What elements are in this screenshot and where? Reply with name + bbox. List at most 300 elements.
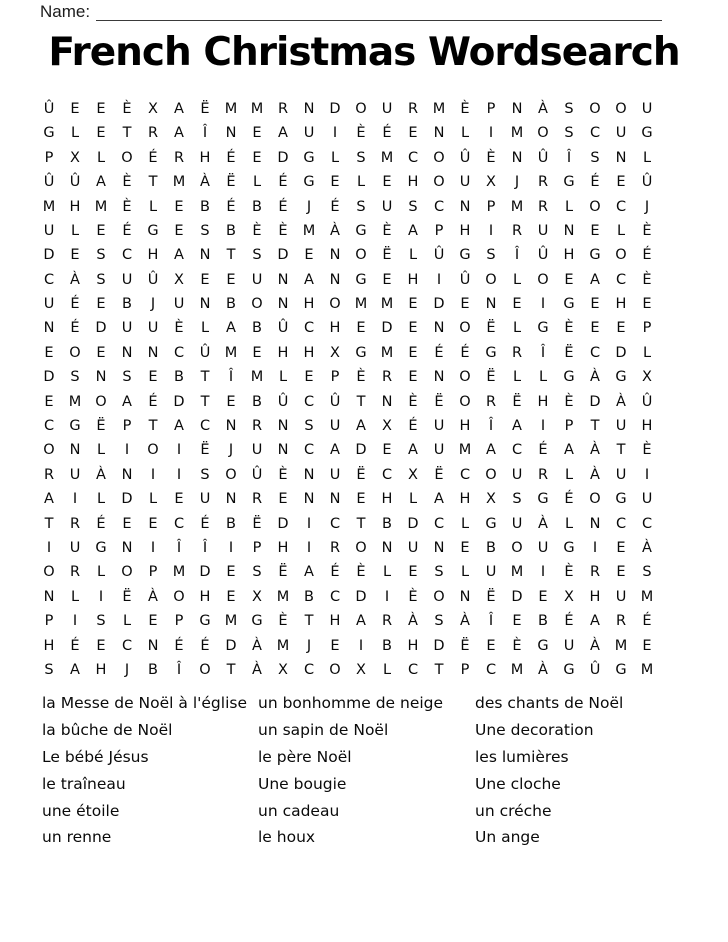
grid-cell: O xyxy=(69,344,81,361)
grid-cell: E xyxy=(174,222,184,239)
grid-cell: X xyxy=(330,344,340,361)
grid-cell: L xyxy=(460,564,470,581)
grid-cell: A xyxy=(408,442,418,459)
grid-cell: M xyxy=(510,564,524,581)
grid-cell: P xyxy=(434,222,444,239)
grid-cell: M xyxy=(224,613,238,630)
grid-cell: L xyxy=(538,369,548,386)
grid-cell: I xyxy=(306,539,312,556)
grid-cell: R xyxy=(511,344,523,361)
grid-cell: N xyxy=(69,442,81,459)
grid-cell: E xyxy=(590,222,600,239)
grid-cell: I xyxy=(488,125,494,142)
grid-cell: H xyxy=(277,344,289,361)
grid-cell: H xyxy=(615,296,627,313)
grid-cell: N xyxy=(459,588,471,605)
grid-cell: À xyxy=(590,466,600,483)
grid-cell: G xyxy=(199,613,211,630)
grid-cell: C xyxy=(615,271,627,288)
grid-cell: E xyxy=(590,296,600,313)
grid-cell: T xyxy=(356,393,366,410)
grid-cell: T xyxy=(148,174,158,191)
grid-cell: L xyxy=(564,198,574,215)
grid-cell: P xyxy=(564,418,574,435)
grid-cell: E xyxy=(304,369,314,386)
grid-cell: L xyxy=(200,320,210,337)
grid-cell: È xyxy=(408,588,418,605)
grid-cell: C xyxy=(43,271,55,288)
grid-cell: E xyxy=(616,539,626,556)
grid-cell: I xyxy=(228,539,234,556)
grid-cell: O xyxy=(433,588,445,605)
grid-cell: O xyxy=(121,564,133,581)
grid-cell: É xyxy=(564,613,574,630)
grid-cell: N xyxy=(277,296,289,313)
word-list-item: un sapin de Noël xyxy=(258,720,389,739)
grid-cell: I xyxy=(150,466,156,483)
grid-cell: C xyxy=(589,344,601,361)
grid-cell: H xyxy=(459,418,471,435)
grid-cell: E xyxy=(96,222,106,239)
grid-cell: G xyxy=(355,344,367,361)
grid-cell: U xyxy=(329,418,341,435)
grid-cell: O xyxy=(95,393,107,410)
grid-cell: D xyxy=(589,393,601,410)
grid-cell: O xyxy=(329,661,341,678)
grid-cell: G xyxy=(485,515,497,532)
grid-cell: È xyxy=(642,222,652,239)
word-list-item: un bonhomme de neige xyxy=(258,694,444,712)
grid-cell: R xyxy=(511,222,523,239)
grid-cell: È xyxy=(642,271,652,288)
grid-cell: D xyxy=(433,637,445,654)
grid-cell: L xyxy=(512,320,522,337)
grid-cell: E xyxy=(148,515,158,532)
grid-cell: T xyxy=(616,442,626,459)
grid-cell: B xyxy=(252,198,262,215)
grid-cell: D xyxy=(355,588,367,605)
grid-cell: Û xyxy=(251,466,263,483)
grid-cell: A xyxy=(356,613,366,630)
grid-cell: S xyxy=(252,564,262,581)
grid-cell: C xyxy=(381,466,393,483)
grid-cell: Î xyxy=(488,613,494,630)
word-list-item: Une bougie xyxy=(258,774,347,793)
word-list-item: une étoile xyxy=(42,801,120,820)
grid-cell: E xyxy=(226,271,236,288)
page-title: French Christmas Wordsearch xyxy=(48,30,680,75)
grid-cell: O xyxy=(121,149,133,166)
grid-cell: T xyxy=(226,661,236,678)
grid-cell: I xyxy=(98,588,104,605)
grid-cell: X xyxy=(252,588,262,605)
grid-cell: A xyxy=(564,442,574,459)
grid-cell: Û xyxy=(641,174,653,191)
grid-cell: U xyxy=(615,466,627,483)
grid-cell: S xyxy=(564,125,574,142)
grid-cell: N xyxy=(43,588,55,605)
grid-cell: S xyxy=(486,247,496,264)
grid-cell: C xyxy=(589,125,601,142)
grid-cell: C xyxy=(121,637,133,654)
grid-cell: D xyxy=(277,515,289,532)
grid-cell: R xyxy=(69,564,81,581)
grid-cell: Û xyxy=(277,393,289,410)
grid-cell: U xyxy=(303,125,315,142)
grid-cell: R xyxy=(537,198,549,215)
grid-cell: É xyxy=(538,442,548,459)
grid-cell: E xyxy=(616,174,626,191)
grid-cell: É xyxy=(590,174,600,191)
word-list-item: la Messe de Noël à l'église xyxy=(42,694,247,712)
grid-cell: Ë xyxy=(486,588,496,605)
grid-cell: M xyxy=(640,588,654,605)
grid-cell: E xyxy=(304,247,314,264)
grid-cell: S xyxy=(44,661,54,678)
grid-cell: N xyxy=(303,491,315,508)
grid-cell: Ë xyxy=(460,637,470,654)
grid-cell: D xyxy=(173,393,185,410)
grid-cell: S xyxy=(434,564,444,581)
grid-cell: S xyxy=(434,613,444,630)
grid-cell: E xyxy=(382,271,392,288)
grid-cell: X xyxy=(486,174,496,191)
grid-cell: D xyxy=(433,296,445,313)
grid-cell: S xyxy=(356,149,366,166)
grid-cell: A xyxy=(70,661,80,678)
grid-cell: H xyxy=(277,539,289,556)
grid-cell: M xyxy=(380,296,394,313)
grid-cell: L xyxy=(460,515,470,532)
grid-cell: O xyxy=(433,149,445,166)
grid-cell: N xyxy=(381,539,393,556)
grid-cell: M xyxy=(172,564,186,581)
grid-cell: G xyxy=(615,369,627,386)
grid-cell: B xyxy=(252,320,262,337)
grid-cell: E xyxy=(122,515,132,532)
grid-cell: Ë xyxy=(252,515,262,532)
grid-cell: M xyxy=(42,198,56,215)
grid-cell: D xyxy=(355,442,367,459)
grid-cell: B xyxy=(226,296,236,313)
grid-cell: S xyxy=(122,369,132,386)
grid-cell: O xyxy=(485,271,497,288)
grid-cell: U xyxy=(251,271,263,288)
grid-cell: Ë xyxy=(278,564,288,581)
grid-cell: S xyxy=(252,247,262,264)
grid-cell: E xyxy=(278,491,288,508)
grid-cell: N xyxy=(589,515,601,532)
grid-cell: E xyxy=(226,588,236,605)
grid-cell: Î xyxy=(176,661,182,678)
grid-cell: S xyxy=(96,271,106,288)
grid-cell: À xyxy=(252,637,262,654)
grid-cell: L xyxy=(96,564,106,581)
grid-cell: É xyxy=(200,637,210,654)
grid-cell: O xyxy=(511,539,523,556)
grid-cell: L xyxy=(330,149,340,166)
grid-cell: L xyxy=(70,125,80,142)
grid-cell: O xyxy=(251,296,263,313)
grid-cell: U xyxy=(615,125,627,142)
grid-cell: M xyxy=(302,222,316,239)
grid-cell: X xyxy=(278,661,288,678)
grid-cell: C xyxy=(121,247,133,264)
grid-cell: C xyxy=(407,149,419,166)
grid-cell: L xyxy=(564,515,574,532)
grid-cell: C xyxy=(615,515,627,532)
grid-cell: A xyxy=(278,125,288,142)
grid-cell: E xyxy=(330,637,340,654)
grid-cell: D xyxy=(43,247,55,264)
grid-cell: R xyxy=(329,539,341,556)
grid-cell: L xyxy=(642,149,652,166)
grid-cell: G xyxy=(251,613,263,630)
grid-cell: L xyxy=(70,222,80,239)
grid-cell: Î xyxy=(228,369,234,386)
grid-cell: S xyxy=(96,613,106,630)
grid-cell: O xyxy=(43,564,55,581)
grid-cell: Û xyxy=(43,174,55,191)
grid-cell: A xyxy=(122,393,132,410)
grid-cell: D xyxy=(277,247,289,264)
grid-cell: N xyxy=(329,491,341,508)
grid-cell: X xyxy=(486,491,496,508)
grid-cell: T xyxy=(200,393,210,410)
grid-cell: T xyxy=(44,515,54,532)
grid-cell: N xyxy=(303,100,315,117)
name-label: Name: xyxy=(40,2,91,21)
grid-cell: P xyxy=(486,100,496,117)
grid-cell: P xyxy=(174,613,184,630)
grid-cell: C xyxy=(511,442,523,459)
grid-cell: L xyxy=(356,174,366,191)
grid-cell: H xyxy=(303,344,315,361)
grid-cell: A xyxy=(44,491,54,508)
grid-cell: N xyxy=(43,320,55,337)
grid-cell: G xyxy=(563,539,575,556)
grid-cell: J xyxy=(228,442,234,459)
grid-cell: U xyxy=(147,320,159,337)
grid-cell: É xyxy=(642,613,652,630)
grid-cell: A xyxy=(174,125,184,142)
grid-cell: G xyxy=(43,125,55,142)
grid-cell: G xyxy=(589,247,601,264)
grid-cell: L xyxy=(96,149,106,166)
grid-cell: R xyxy=(381,369,393,386)
grid-cell: E xyxy=(356,491,366,508)
grid-cell: M xyxy=(614,637,628,654)
grid-cell: P xyxy=(148,564,158,581)
grid-cell: C xyxy=(303,442,315,459)
grid-cell: G xyxy=(615,661,627,678)
grid-cell: È xyxy=(278,466,288,483)
grid-cell: Ë xyxy=(564,344,574,361)
grid-cell: H xyxy=(303,296,315,313)
grid-cell: Ë xyxy=(486,320,496,337)
grid-cell: L xyxy=(460,125,470,142)
grid-cell: È xyxy=(564,320,574,337)
word-list-item: les lumières xyxy=(475,747,569,766)
grid-cell: A xyxy=(304,271,314,288)
grid-cell: E xyxy=(512,296,522,313)
grid-cell: O xyxy=(615,247,627,264)
grid-cell: I xyxy=(332,125,338,142)
grid-cell: À xyxy=(590,442,600,459)
grid-cell: É xyxy=(564,491,574,508)
grid-cell: Û xyxy=(147,271,159,288)
grid-cell: H xyxy=(407,174,419,191)
grid-cell: À xyxy=(590,369,600,386)
grid-cell: P xyxy=(44,613,54,630)
grid-cell: E xyxy=(252,149,262,166)
grid-cell: D xyxy=(511,588,523,605)
word-list-item: Le bébé Jésus xyxy=(42,747,149,766)
grid-cell: N xyxy=(147,637,159,654)
grid-cell: É xyxy=(330,564,340,581)
grid-cell: N xyxy=(199,247,211,264)
grid-cell: È xyxy=(460,100,470,117)
grid-cell: C xyxy=(433,515,445,532)
grid-cell: M xyxy=(380,344,394,361)
grid-cell: À xyxy=(642,539,652,556)
grid-cell: N xyxy=(381,393,393,410)
grid-cell: U xyxy=(641,491,653,508)
grid-cell: E xyxy=(70,247,80,264)
grid-cell: G xyxy=(69,418,81,435)
grid-cell: J xyxy=(306,198,312,215)
grid-cell: R xyxy=(277,100,289,117)
grid-cell: B xyxy=(226,515,236,532)
grid-cell: C xyxy=(329,588,341,605)
grid-cell: N xyxy=(277,271,289,288)
grid-cell: U xyxy=(433,418,445,435)
grid-cell: A xyxy=(330,442,340,459)
grid-cell: M xyxy=(250,100,264,117)
grid-cell: H xyxy=(147,247,159,264)
grid-cell: X xyxy=(70,149,80,166)
grid-cell: Ë xyxy=(226,174,236,191)
grid-cell: R xyxy=(251,491,263,508)
grid-cell: É xyxy=(122,222,132,239)
grid-cell: E xyxy=(460,296,470,313)
grid-cell: D xyxy=(277,149,289,166)
grid-cell: L xyxy=(96,491,106,508)
grid-cell: L xyxy=(148,198,158,215)
grid-cell: Ë xyxy=(122,588,132,605)
grid-cell: D xyxy=(225,637,237,654)
grid-cell: B xyxy=(304,588,314,605)
grid-cell: H xyxy=(407,637,419,654)
grid-cell: O xyxy=(537,271,549,288)
grid-cell: L xyxy=(382,661,392,678)
grid-cell: À xyxy=(330,222,340,239)
grid-cell: M xyxy=(510,125,524,142)
grid-cell: I xyxy=(540,418,546,435)
grid-cell: E xyxy=(148,369,158,386)
grid-cell: O xyxy=(433,174,445,191)
grid-cell: H xyxy=(537,393,549,410)
grid-cell: E xyxy=(408,320,418,337)
grid-cell: A xyxy=(96,174,106,191)
grid-cell: E xyxy=(356,320,366,337)
grid-cell: Ë xyxy=(434,393,444,410)
grid-cell: É xyxy=(148,393,158,410)
grid-cell: È xyxy=(122,174,132,191)
grid-cell: C xyxy=(303,661,315,678)
wordsearch-grid xyxy=(36,97,660,682)
grid-cell: G xyxy=(147,222,159,239)
grid-cell: N xyxy=(303,466,315,483)
grid-cell: X xyxy=(564,588,574,605)
grid-cell: P xyxy=(460,661,470,678)
grid-cell: N xyxy=(199,296,211,313)
grid-cell: G xyxy=(537,637,549,654)
grid-cell: G xyxy=(563,661,575,678)
grid-cell: R xyxy=(43,466,55,483)
grid-cell: U xyxy=(69,539,81,556)
grid-cell: X xyxy=(408,466,418,483)
grid-cell: L xyxy=(512,271,522,288)
grid-cell: H xyxy=(641,418,653,435)
grid-cell: Î xyxy=(540,344,546,361)
grid-cell: É xyxy=(408,418,418,435)
grid-cell: É xyxy=(330,198,340,215)
grid-cell: I xyxy=(306,515,312,532)
grid-cell: C xyxy=(43,418,55,435)
grid-cell: G xyxy=(641,125,653,142)
grid-cell: È xyxy=(122,100,132,117)
grid-cell: É xyxy=(148,149,158,166)
grid-cell: I xyxy=(436,271,442,288)
grid-cell: E xyxy=(408,564,418,581)
grid-cell: I xyxy=(72,491,78,508)
grid-cell: I xyxy=(592,539,598,556)
grid-cell: N xyxy=(329,247,341,264)
grid-cell: Ë xyxy=(382,247,392,264)
name-blank-line[interactable] xyxy=(96,4,662,21)
grid-cell: G xyxy=(537,491,549,508)
grid-cell: M xyxy=(640,661,654,678)
grid-cell: B xyxy=(226,222,236,239)
grid-cell: Ë xyxy=(200,100,210,117)
grid-cell: S xyxy=(200,466,210,483)
grid-cell: À xyxy=(252,661,262,678)
word-list xyxy=(42,694,675,855)
grid-cell: É xyxy=(226,198,236,215)
grid-cell: S xyxy=(564,100,574,117)
grid-cell: T xyxy=(122,125,132,142)
grid-cell: Û xyxy=(537,247,549,264)
grid-cell: N xyxy=(95,369,107,386)
grid-cell: N xyxy=(277,442,289,459)
grid-cell: G xyxy=(355,271,367,288)
grid-cell: R xyxy=(69,515,81,532)
grid-cell: E xyxy=(174,491,184,508)
grid-cell: Î xyxy=(488,418,494,435)
grid-cell: M xyxy=(94,198,108,215)
word-list-item: Une cloche xyxy=(475,774,561,793)
grid-cell: A xyxy=(174,247,184,264)
grid-cell: O xyxy=(355,247,367,264)
grid-cell: G xyxy=(563,369,575,386)
grid-cell: U xyxy=(329,466,341,483)
grid-cell: I xyxy=(150,539,156,556)
grid-cell: T xyxy=(590,418,600,435)
grid-cell: È xyxy=(408,393,418,410)
grid-cell: D xyxy=(95,320,107,337)
grid-cell: M xyxy=(432,100,446,117)
